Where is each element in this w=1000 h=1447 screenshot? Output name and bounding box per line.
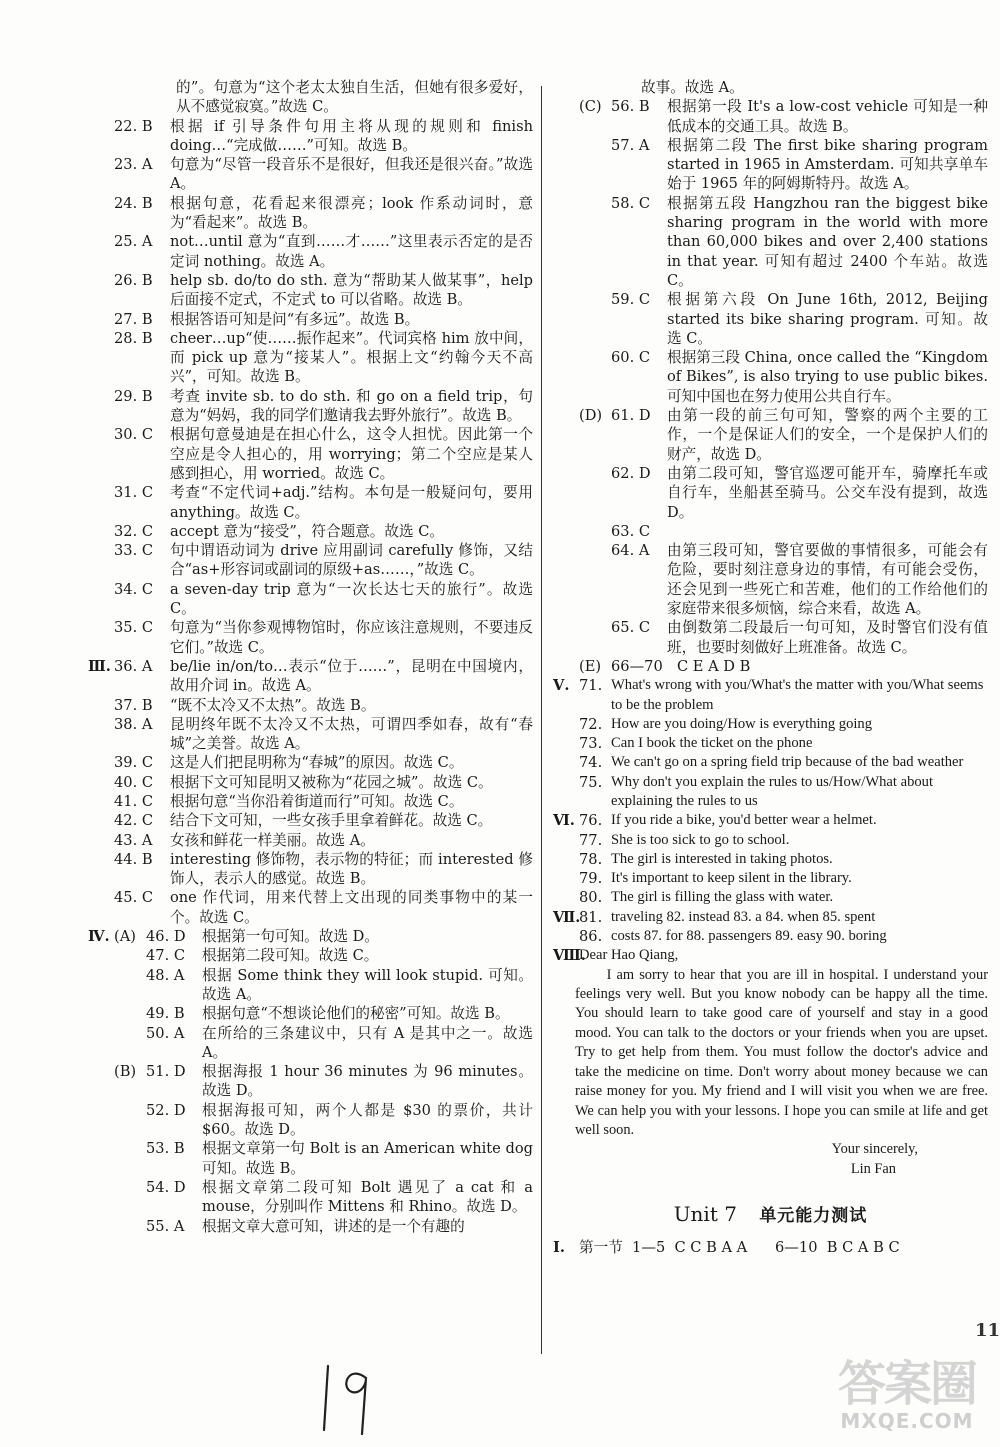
answer-text: 根据第一句可知。故选 D。 bbox=[202, 928, 379, 946]
section-label: Ⅳ. bbox=[88, 928, 110, 946]
question-number: 51. D bbox=[146, 1063, 186, 1081]
answer-text: We can't go on a spring field trip because of the bad weather bbox=[611, 754, 964, 771]
answer-item bbox=[88, 483, 533, 522]
column-divider bbox=[541, 86, 542, 1354]
answer-item bbox=[553, 406, 988, 464]
question-number: 59. C bbox=[611, 291, 651, 309]
question-number: 29. B bbox=[114, 387, 153, 405]
question-number: 76. bbox=[579, 812, 603, 830]
answer-text: 由倒数第二段最后一句可知，及时警官们没有值班，也要时刻做好上班准备。故选 C。 bbox=[667, 619, 988, 656]
answer-continuation bbox=[88, 78, 533, 117]
question-number: 73. bbox=[579, 735, 603, 753]
answer-text: 根据第二段可知。故选 C。 bbox=[202, 947, 379, 965]
handwritten-note bbox=[318, 1358, 378, 1438]
letter-signature: Lin Fan bbox=[850, 1160, 896, 1177]
answer-text: be/lie in/on/to…表示“位于……”，昆明在中国境内，故用介词 in。故选 A。 bbox=[170, 657, 533, 695]
answer-text: one 作代词，用来代替上文出现的同类事物中的某一个。故选 C。 bbox=[170, 889, 533, 926]
question-number: 45. C bbox=[114, 889, 154, 907]
answer-text: 故事。故选 A。 bbox=[641, 79, 744, 96]
question-number: 79. bbox=[579, 870, 603, 888]
question-number: 42. C bbox=[114, 812, 154, 830]
left-column bbox=[88, 78, 533, 1236]
answer-item bbox=[88, 715, 533, 754]
section-label: Ⅰ. bbox=[553, 1239, 565, 1257]
answer-text: 根据海报 1 hour 36 minutes 为 96 minutes。故选 D。 bbox=[202, 1063, 534, 1100]
answer-item bbox=[88, 792, 533, 811]
page-number: 11 bbox=[974, 1320, 1000, 1341]
question-number: 30. C bbox=[114, 426, 154, 444]
answer-item bbox=[88, 773, 533, 792]
question-number: 24. B bbox=[114, 194, 153, 212]
question-number: 33. C bbox=[114, 542, 154, 560]
question-number: 55. A bbox=[146, 1217, 185, 1235]
answer-item bbox=[553, 97, 988, 136]
question-number: 80. bbox=[579, 889, 603, 907]
answer-item bbox=[553, 715, 988, 734]
handwritten-digits-icon bbox=[318, 1358, 378, 1438]
question-number: 60. C bbox=[611, 349, 651, 367]
answer-item bbox=[88, 1178, 533, 1217]
watermark-logo: 答案圈 bbox=[837, 1356, 976, 1412]
question-number: 58. C bbox=[611, 194, 651, 212]
answer-item bbox=[88, 522, 533, 541]
watermark bbox=[822, 1356, 992, 1441]
answer-text: It's important to keep silent in the library. bbox=[611, 870, 852, 887]
question-number: 46. D bbox=[146, 928, 186, 946]
question-number: 23. A bbox=[114, 156, 153, 174]
answer-text: Why don't you explain the rules to us/How/What about explaining the rules to us bbox=[611, 773, 934, 809]
answer-text: 由第二段可知，警官巡逻可能开车，骑摩托车或自行车，坐船甚至骑马。公交车没有提到，故选 D。 bbox=[667, 464, 988, 521]
section-label: Ⅴ. bbox=[553, 677, 570, 695]
answer-text: 句意为“当你参观博物馆时，你应该注意规则，不要违反它们。”故选 C。 bbox=[170, 619, 533, 656]
answer-item bbox=[553, 522, 988, 541]
answer-text: help sb. do/to do sth. 意为“帮助某人做某事”，help 后面接不定式，不定式 to 可以省略。故选 B。 bbox=[170, 271, 533, 309]
answer-text: 根据句意，花看起来很漂亮；look 作系动词时，意为“看起来”。故选 B。 bbox=[170, 194, 533, 232]
answer-text: 根据第二段 The first bike sharing program started in 1965 in Amsterdam. 可知共享单车始于 1965 年的阿姆斯特丹。故选 A。 bbox=[667, 136, 988, 193]
letter-text: I am sorry to hear that you are ill in hospital. I understand your feelings very well. But you know nobody can be happy all the time. You should learn to take good care of yourself and stay in a good mood. You can talk to the doctors or your friends when you are upset. Try to get help from them. You must follow the doctor's advice and take the medicine on time. Don't worry about money because we can raise money for you. My friend and I will visit you when we are free. We can help you with your lessons. I hope you can smile at life and get well soon. bbox=[575, 966, 988, 1138]
answer-text: 根据句意曼迪是在担心什么，这令人担忧。因此第一个空应是令人担心的，用 worrying；第二个空应是某人感到担心，用 worried。故选 C。 bbox=[170, 426, 533, 482]
answer-item bbox=[88, 831, 533, 850]
answer-item bbox=[88, 888, 533, 927]
subsection-label: (A) bbox=[114, 928, 136, 946]
answer-text: 根据句意“不想谈论他们的秘密”可知。故选 B。 bbox=[202, 1005, 510, 1023]
question-number: 62. D bbox=[611, 464, 651, 482]
answer-text: 昆明终年既不太冷又不太热，可谓四季如春，故有“春城”之美誉。故选 A。 bbox=[170, 715, 533, 753]
unit-first-answers bbox=[553, 1238, 988, 1257]
answer-item bbox=[88, 329, 533, 387]
writing-heading bbox=[553, 946, 988, 965]
answer-text: 结合下文可知，一些女孩手里拿着鲜花。故选 C。 bbox=[170, 812, 493, 830]
answer-text: If you ride a bike, you'd better wear a helmet. bbox=[611, 812, 877, 829]
answer-text: 根据句意“当你沿着街道而行”可知。故选 C。 bbox=[170, 792, 464, 810]
answer-text: costs 87. for 88. passengers 89. easy 90. boring bbox=[611, 928, 887, 945]
answer-item bbox=[553, 136, 988, 194]
answer-item bbox=[88, 541, 533, 580]
right-column bbox=[553, 78, 988, 1258]
unit-subtitle: 单元能力测试 bbox=[759, 1206, 868, 1227]
right-answer-list bbox=[553, 78, 988, 946]
question-number: 86. bbox=[579, 928, 603, 946]
answer-item bbox=[553, 541, 988, 618]
answer-item bbox=[553, 348, 988, 406]
question-number: 61. D bbox=[611, 407, 651, 425]
answer-item bbox=[88, 232, 533, 271]
question-number: 26. B bbox=[114, 271, 153, 289]
unit-title: Unit 7 bbox=[673, 1202, 737, 1227]
question-number: 39. C bbox=[114, 754, 154, 772]
subsection-label: (B) bbox=[114, 1063, 137, 1081]
answer-item bbox=[553, 811, 988, 830]
unit-heading bbox=[553, 1202, 988, 1227]
question-number: 47. C bbox=[146, 947, 186, 965]
answer-text: interesting 修饰物，表示物的特征；而 interested 修饰人，表示人的感觉。故选 B。 bbox=[170, 850, 533, 888]
question-number: 44. B bbox=[114, 850, 153, 868]
answer-text: 考查 invite sb. to do sth. 和 go on a field trip，句意为“妈妈，我的同学们邀请我去野外旅行”。故选 B。 bbox=[170, 387, 533, 425]
answer-text: 在所给的三条建议中，只有 A 是其中之一。故选 A。 bbox=[202, 1024, 533, 1061]
answer-text: 这是人们把昆明称为“春城”的原因。故选 C。 bbox=[170, 754, 464, 772]
answer-text: 根据第三段 China, once called the “Kingdom of Bikes”, is also trying to use public bikes. 可知中国也在努力使用公共自行车。 bbox=[667, 349, 988, 405]
letter-salutation: Dear Hao Qiang, bbox=[579, 947, 679, 964]
answer-text: not…until 意为“直到……才……”这里表示否定的是否定词 nothing。故选 A。 bbox=[170, 233, 533, 270]
answer-text: 根据第六段 On June 16th, 2012, Beijing started its bike sharing program. 可知。故选 C。 bbox=[667, 291, 988, 347]
answer-item bbox=[88, 1062, 533, 1101]
question-number: 66—70 bbox=[611, 657, 663, 675]
answer-item bbox=[88, 194, 533, 233]
answer-text: 根据下文可知昆明又被称为“花园之城”。故选 C。 bbox=[170, 773, 493, 791]
answer-item bbox=[553, 908, 988, 927]
answer-item bbox=[88, 753, 533, 772]
answer-text: The girl is filling the glass with water. bbox=[611, 889, 834, 906]
answer-text: a seven-day trip 意为“一次长达七天的旅行”。故选 C。 bbox=[170, 580, 533, 618]
answer-text: 考查“不定代词+adj.”结构。本句是一般疑问句，要用 anything。故选 C。 bbox=[170, 484, 533, 521]
answer-item bbox=[553, 773, 988, 812]
answer-item bbox=[553, 464, 988, 522]
answer-item bbox=[553, 888, 988, 907]
question-number: 57. A bbox=[611, 136, 650, 154]
question-number: 40. C bbox=[114, 773, 154, 791]
letter-closing: Your sincerely, bbox=[831, 1141, 918, 1158]
question-number: 37. B bbox=[114, 696, 153, 714]
answer-item bbox=[88, 811, 533, 830]
section-label: Ⅵ. bbox=[553, 812, 575, 830]
letter-body bbox=[553, 966, 988, 1179]
answer-item bbox=[88, 271, 533, 310]
answer-item bbox=[88, 966, 533, 1005]
answer-text: 根据 Some think they will look stupid. 可知。故选 A。 bbox=[202, 966, 533, 1003]
answer-item bbox=[88, 1139, 533, 1178]
question-number: 50. A bbox=[146, 1024, 185, 1042]
answer-text: 句中谓语动词为 drive 应用副词 carefully 修饰，又结合“as+形容词或副词的原级+as……，”故选 C。 bbox=[170, 542, 533, 579]
answer-continuation bbox=[553, 78, 988, 97]
answer-item bbox=[88, 1101, 533, 1140]
question-number: 49. B bbox=[146, 1005, 185, 1023]
answer-text: 根据文章第一句 Bolt is an American white dog 可知。故选 B。 bbox=[202, 1140, 533, 1177]
answer-item bbox=[88, 1024, 533, 1063]
question-number: 53. B bbox=[146, 1140, 185, 1158]
answer-item bbox=[553, 657, 988, 676]
question-number: 72. bbox=[579, 715, 603, 733]
answer-item bbox=[88, 580, 533, 619]
question-number: 35. C bbox=[114, 619, 154, 637]
answer-item bbox=[88, 310, 533, 329]
answer-item bbox=[88, 425, 533, 483]
answer-text: 女孩和鲜花一样美丽。故选 A。 bbox=[170, 831, 375, 849]
answer-item bbox=[553, 676, 988, 715]
question-number: 32. C bbox=[114, 522, 154, 540]
answer-item bbox=[88, 618, 533, 657]
answer-item bbox=[88, 696, 533, 715]
answer-text: 的”。句意为“这个老太太独自生活，但她有很多爱好，从不感觉寂寞。”故选 C。 bbox=[176, 79, 533, 116]
question-number: 64. A bbox=[611, 542, 650, 560]
answer-text: cheer…up“使……振作起来”。代词宾格 him 放中间，而 pick up 意为“接某人”。根据上文“约翰今天不高兴”，可知。故选 B。 bbox=[170, 329, 533, 386]
answer-text: 根据答语可知是问“有多远”。故选 B。 bbox=[170, 310, 420, 328]
answer-text: Can I book the ticket on the phone bbox=[611, 735, 813, 752]
answer-text: How are you doing/How is everything going bbox=[611, 715, 873, 732]
answer-item bbox=[88, 850, 533, 889]
answer-text: traveling 82. instead 83. a 84. when 85. spent bbox=[611, 908, 876, 925]
question-number: 36. A bbox=[114, 657, 153, 675]
question-number: 43. A bbox=[114, 831, 153, 849]
section-label: Ⅷ. bbox=[553, 947, 586, 965]
answer-text: “既不太冷又不太热”。故选 B。 bbox=[170, 696, 376, 714]
answer-item bbox=[88, 927, 533, 946]
answer-item bbox=[553, 618, 988, 657]
answer-item bbox=[553, 734, 988, 753]
answer-item bbox=[88, 1004, 533, 1023]
question-number: 78. bbox=[579, 850, 603, 868]
question-number: 56. B bbox=[611, 98, 650, 116]
answer-text: 由第三段可知，警官要做的事情很多，可能会有危险，要时刻注意身边的事情，有可能会受伤，还会见到一些死亡和苦难，他们的工作给他们的家庭带来很多烦恼，综合来看，故选 A。 bbox=[667, 542, 988, 618]
answer-item bbox=[553, 753, 988, 772]
writing-section bbox=[553, 946, 988, 1179]
subsection-label: (C) bbox=[579, 98, 602, 116]
answer-text: What's wrong with you/What's the matter with you/What seems to be the problem bbox=[611, 677, 984, 713]
question-number: 22. B bbox=[114, 117, 153, 135]
answer-item bbox=[553, 869, 988, 888]
answer-item bbox=[553, 850, 988, 869]
answer-item bbox=[553, 831, 988, 850]
answer-item bbox=[88, 1217, 533, 1236]
answer-text: 根据 if 引导条件句用主将从现的规则和 finish doing…“完成做……”可知。故选 B。 bbox=[170, 117, 533, 154]
answer-item bbox=[88, 117, 533, 156]
question-number: 41. C bbox=[114, 792, 154, 810]
answer-item bbox=[88, 946, 533, 965]
subsection-label: (D) bbox=[579, 407, 603, 425]
question-number: 77. bbox=[579, 831, 603, 849]
answer-text: 根据海报可知，两个人都是 $30 的票价，共计 $60。故选 D。 bbox=[202, 1101, 533, 1139]
subsection-label: (E) bbox=[579, 657, 602, 675]
question-number: 25. A bbox=[114, 233, 153, 251]
answer-text: C E A D B bbox=[677, 657, 751, 675]
answer-text: 句意为“尽管一段音乐不是很好，但我还是很兴奋。”故选 A。 bbox=[170, 156, 533, 193]
question-number: 38. A bbox=[114, 715, 153, 733]
question-number: 52. D bbox=[146, 1101, 186, 1119]
answer-item bbox=[553, 194, 988, 290]
answer-item bbox=[88, 657, 533, 696]
section-label: Ⅶ. bbox=[553, 908, 581, 926]
answer-item bbox=[553, 927, 988, 946]
section-label: Ⅲ. bbox=[88, 657, 111, 675]
answer-item bbox=[553, 290, 988, 348]
question-number: 75. bbox=[579, 773, 603, 791]
question-number: 27. B bbox=[114, 310, 153, 328]
question-number: 74. bbox=[579, 754, 603, 772]
answer-text: 根据第一段 It's a low-cost vehicle 可知是一种低成本的交通工具。故选 B。 bbox=[667, 98, 988, 135]
question-number: 28. B bbox=[114, 329, 153, 347]
answer-text: She is too sick to go to school. bbox=[611, 831, 790, 848]
question-number: 48. A bbox=[146, 966, 185, 984]
answer-text: 根据第五段 Hangzhou ran the biggest bike sharing program in the world with more than 60,000 bikes and over 2,400 stations in that year. 可知有超过 2400 个车站。故选 C。 bbox=[667, 194, 988, 289]
question-number: 31. C bbox=[114, 484, 154, 502]
answer-item bbox=[88, 387, 533, 426]
answer-text: 由第一段的前三句可知，警察的两个主要的工作，一个是保证人们的安全，一个是保护人们的财产，故选 D。 bbox=[667, 407, 988, 463]
answer-text: 第一节 1—5 C C B A A 6—10 B C A B C bbox=[579, 1239, 900, 1257]
question-number: 63. C bbox=[611, 522, 651, 540]
watermark-url: MXQE.COM bbox=[840, 1409, 974, 1433]
question-number: 34. C bbox=[114, 580, 154, 598]
question-number: 65. C bbox=[611, 619, 651, 637]
answer-item bbox=[88, 155, 533, 194]
answer-text: accept 意为“接受”，符合题意。故选 C。 bbox=[170, 522, 444, 540]
question-number: 54. D bbox=[146, 1178, 186, 1196]
answer-text: The girl is interested in taking photos. bbox=[611, 850, 833, 867]
question-number: 71. bbox=[579, 677, 603, 695]
answer-text: 根据文章第二段可知 Bolt 遇见了 a cat 和 a mouse，分别叫作 Mittens 和 Rhino。故选 D。 bbox=[202, 1178, 533, 1216]
answer-text: 根据文章大意可知，讲述的是一个有趣的 bbox=[202, 1217, 465, 1235]
question-number: 81. bbox=[579, 908, 603, 926]
